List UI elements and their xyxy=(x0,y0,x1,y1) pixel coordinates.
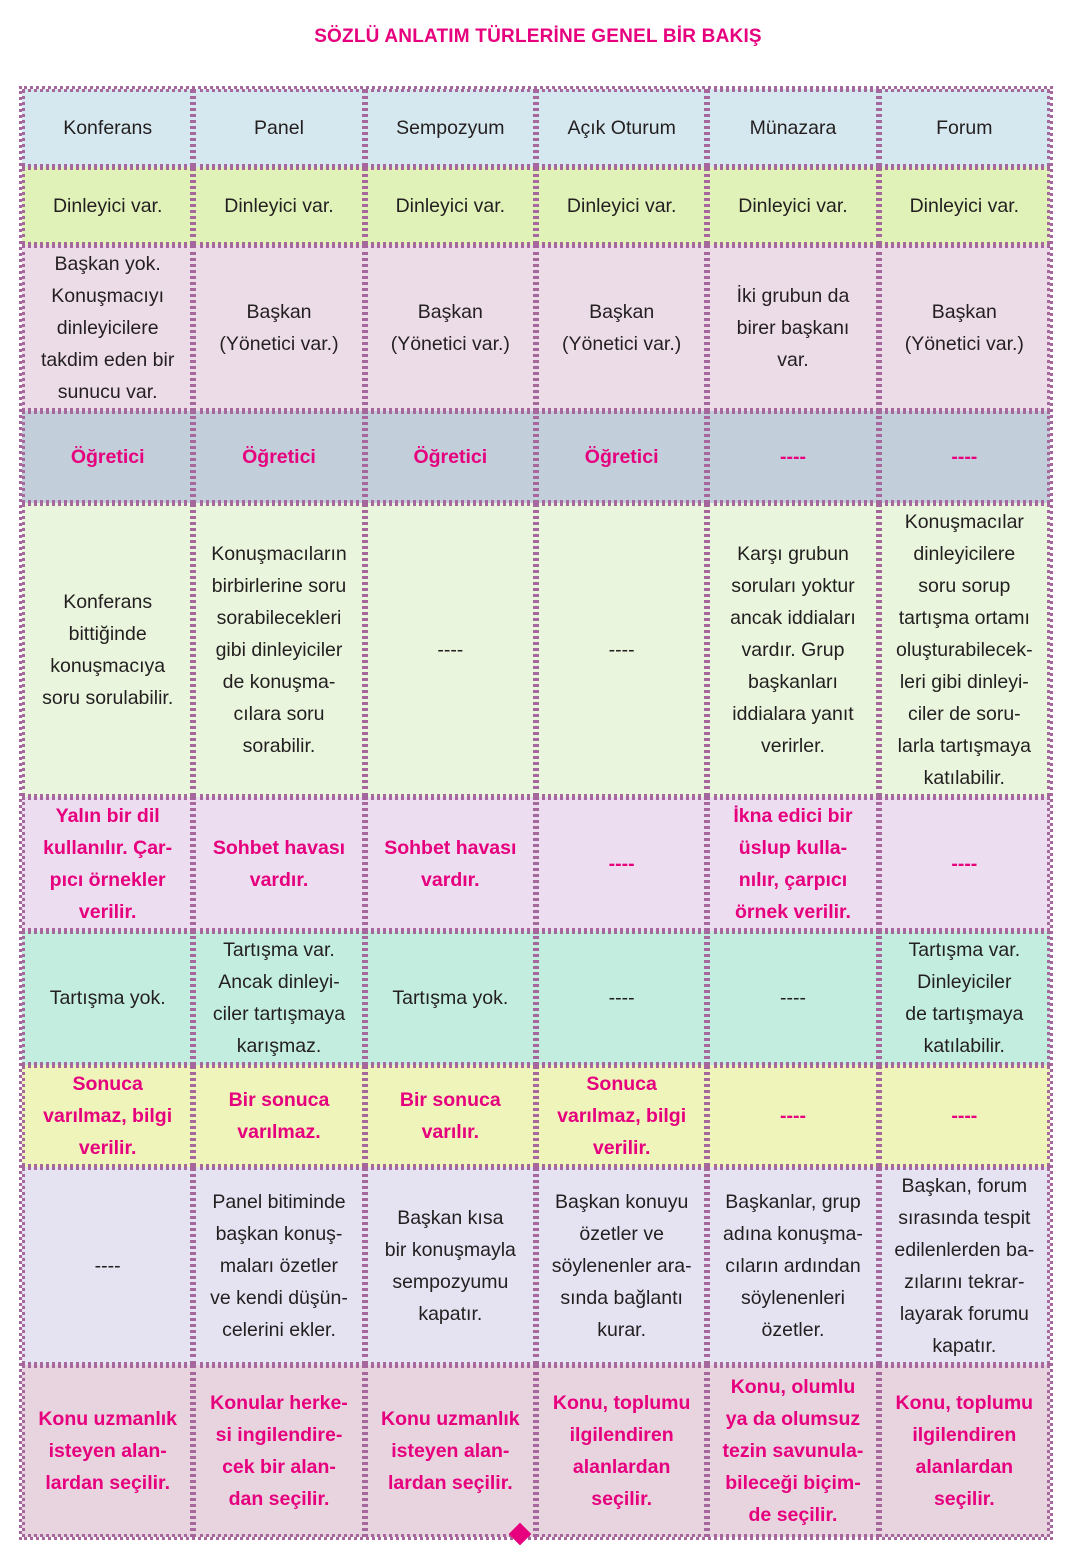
table-cell: Başkan yok. Konuşmacıyı dinleyicilere takdim eden bir sunucu var. xyxy=(22,245,193,411)
comparison-table xyxy=(19,86,1053,1540)
table-cell: Öğretici xyxy=(193,411,364,503)
table-cell: ---- xyxy=(879,1065,1050,1167)
table-cell: Konu, toplumu ilgilendiren alanlardan seçilir. xyxy=(536,1365,707,1537)
table-cell: Öğretici xyxy=(22,411,193,503)
table-cell: Konu uzmanlık isteyen alan- lardan seçilir. xyxy=(365,1365,536,1537)
table-cell: ---- xyxy=(536,503,707,797)
table-cell: Konular herke- si ingilendire- cek bir alan- dan seçilir. xyxy=(193,1365,364,1537)
table-cell: Yalın bir dil kullanılır. Çar- pıcı örnekler verilir. xyxy=(22,797,193,931)
table-cell: Tartışma var. Ancak dinleyi- ciler tartışmaya karışmaz. xyxy=(193,931,364,1065)
table-cell: ---- xyxy=(879,797,1050,931)
table-cell: Tartışma yok. xyxy=(365,931,536,1065)
purpose-row xyxy=(22,411,1050,503)
column-header: Sempozyum xyxy=(365,89,536,167)
closing-row xyxy=(22,1167,1050,1365)
table-cell: Dinleyici var. xyxy=(879,167,1050,245)
table-cell: ---- xyxy=(707,411,878,503)
header-row xyxy=(22,89,1050,167)
table-cell: ---- xyxy=(365,503,536,797)
column-header: Açık Oturum xyxy=(536,89,707,167)
table-cell: Konuşmacılar dinleyicilere soru sorup tartışma ortamı oluşturabilecek- leri gibi dinleyi- ciler de soru- larla tartışmaya katılabilir. xyxy=(879,503,1050,797)
table-cell: ---- xyxy=(22,1167,193,1365)
table-cell: Dinleyici var. xyxy=(365,167,536,245)
table-cell: Öğretici xyxy=(536,411,707,503)
table-cell: Karşı grubun soruları yoktur ancak iddiaları vardır. Grup başkanları iddialara yanıt verirler. xyxy=(707,503,878,797)
topic-row xyxy=(22,1365,1050,1537)
table-cell: Başkan kısa bir konuşmayla sempozyumu kapatır. xyxy=(365,1167,536,1365)
table-cell: ---- xyxy=(707,931,878,1065)
table-cell: Konu, toplumu ilgilendiren alanlardan seçilir. xyxy=(879,1365,1050,1537)
table-cell: Öğretici xyxy=(365,411,536,503)
table-cell: Tartışma yok. xyxy=(22,931,193,1065)
table-cell: Bir sonuca varılmaz. xyxy=(193,1065,364,1167)
table-cell: Sonuca varılmaz, bilgi verilir. xyxy=(22,1065,193,1167)
table-cell: Konu, olumlu ya da olumsuz tezin savunula- bileceği biçim- de seçilir. xyxy=(707,1365,878,1537)
table-cell: ---- xyxy=(536,931,707,1065)
table-cell: Sohbet havası vardır. xyxy=(365,797,536,931)
table-cell: ---- xyxy=(536,797,707,931)
discussion-row xyxy=(22,931,1050,1065)
result-row xyxy=(22,1065,1050,1167)
table-cell: Başkan (Yönetici var.) xyxy=(879,245,1050,411)
audience-row xyxy=(22,167,1050,245)
table-cell: Dinleyici var. xyxy=(707,167,878,245)
table-cell: Sonuca varılmaz, bilgi verilir. xyxy=(536,1065,707,1167)
table-cell: Konu uzmanlık isteyen alan- lardan seçilir. xyxy=(22,1365,193,1537)
table-cell: Sohbet havası vardır. xyxy=(193,797,364,931)
table-cell: Panel bitiminde başkan konuş- maları özetler ve kendi düşün- celerini ekler. xyxy=(193,1167,364,1365)
table-cell: Bir sonuca varılır. xyxy=(365,1065,536,1167)
column-header: Münazara xyxy=(707,89,878,167)
table-cell: Başkan, forum sırasında tespit edilenlerden ba- zılarını tekrar- layarak forumu kapatır. xyxy=(879,1167,1050,1365)
column-header: Forum xyxy=(879,89,1050,167)
page-title: SÖZLÜ ANLATIM TÜRLERİNE GENEL BİR BAKIŞ xyxy=(314,26,762,47)
table-cell: ---- xyxy=(879,411,1050,503)
column-header: Konferans xyxy=(22,89,193,167)
table-cell: Dinleyici var. xyxy=(536,167,707,245)
table-cell: ---- xyxy=(707,1065,878,1167)
table-cell: Konferans bittiğinde konuşmacıya soru sorulabilir. xyxy=(22,503,193,797)
table-cell: Dinleyici var. xyxy=(22,167,193,245)
table-cell: Başkan (Yönetici var.) xyxy=(365,245,536,411)
table-cell: Dinleyici var. xyxy=(193,167,364,245)
column-header: Panel xyxy=(193,89,364,167)
moderator-row xyxy=(22,245,1050,411)
table-cell: İki grubun da birer başkanı var. xyxy=(707,245,878,411)
questions-row xyxy=(22,503,1050,797)
table-cell: Başkan (Yönetici var.) xyxy=(193,245,364,411)
style-row xyxy=(22,797,1050,931)
table-cell: İkna edici bir üslup kulla- nılır, çarpıcı örnek verilir. xyxy=(707,797,878,931)
table-cell: Başkanlar, grup adına konuşma- cıların ardından söylenenleri özetler. xyxy=(707,1167,878,1365)
table-cell: Başkan (Yönetici var.) xyxy=(536,245,707,411)
table-cell: Tartışma var. Dinleyiciler de tartışmaya katılabilir. xyxy=(879,931,1050,1065)
table-cell: Konuşmacıların birbirlerine soru sorabilecekleri gibi dinleyiciler de konuşma- cılara soru sorabilir. xyxy=(193,503,364,797)
table-cell: Başkan konuyu özetler ve söylenenler ara- sında bağlantı kurar. xyxy=(536,1167,707,1365)
